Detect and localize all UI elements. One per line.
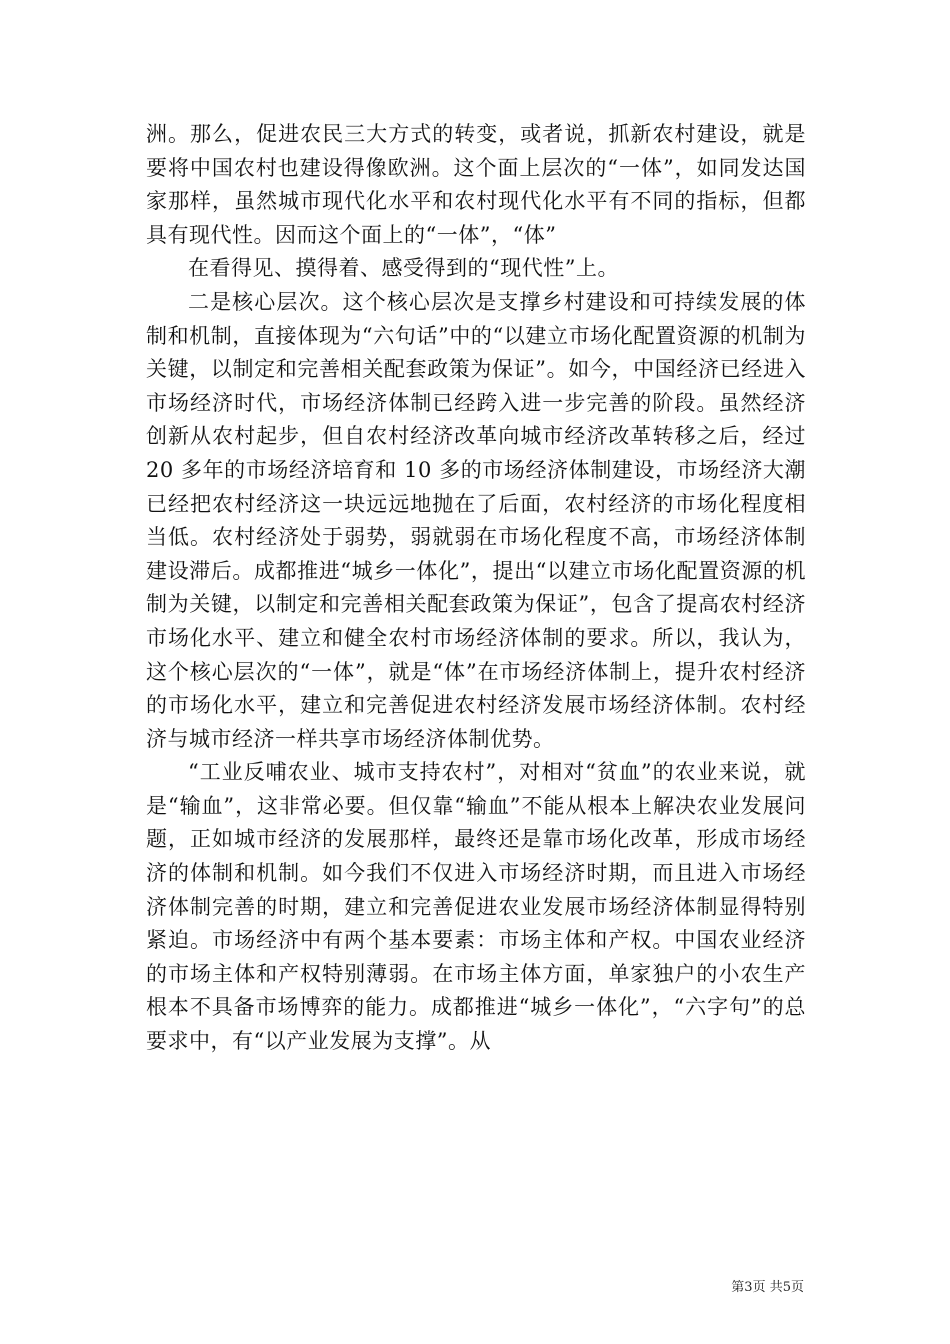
- footer-middle: 页 共: [752, 1280, 783, 1295]
- paragraph-4: “工业反哺农业、城市支持农村”，对相对“贫血”的农业来说，就是“输血”，这非常必要。但仅靠“输血”不能从根本上解决农业发展问题，正如城市经济的发展那样，最终还是靠市场化改革，形成市场经济的体制和机制。如今我们不仅进入市场经济时期，而且进入市场经济体制完善的时期，建立和完善促进农业发展市场经济体制显得特别紧迫。市场经济中有两个基本要素：市场主体和产权。中国农业经济的市场主体和产权特别薄弱。在市场主体方面，单家独户的小农生产根本不具备市场博弈的能力。成都推进“城乡一体化”，“六字句”的总要求中，有“以产业发展为支撑”。从: [146, 760, 806, 1054]
- document-body: [146, 118, 806, 1059]
- footer-current-page: 3: [744, 1280, 753, 1295]
- paragraph-2: 在看得见、摸得着、感受得到的“现代性”上。: [188, 256, 619, 281]
- paragraph-3: 二是核心层次。这个核心层次是支撑乡村建设和可持续发展的体制和机制，直接体现为“六句话”中的“以建立市场化配置资源的机制为关键，以制定和完善相关配套政策为保证”。如今，中国经济已经进入市场经济时代，市场经济体制已经跨入进一步完善的阶段。虽然经济创新从农村起步，但自农村经济改革向城市经济改革转移之后，经过 20 多年的市场经济培育和 10 多的市场经济体制建设，市场经济大潮已经把农村经济这一块远远地抛在了后面，农村经济的市场化程度相当低。农村经济处于弱势，弱就弱在市场化程度不高，市场经济体制建设滞后。成都推进“城乡一体化”，提出“以建立市场化配置资源的机制为关键，以制定和完善相关配套政策为保证”，包含了提高农村经济市场化水平、建立和健全农村市场经济体制的要求。所以，我认为，这个核心层次的“一体”，就是“体”在市场经济体制上，提升农村经济的市场化水平，建立和完善促进农村经济发展市场经济体制。农村经济与城市经济一样共享市场经济体制优势。: [146, 289, 806, 751]
- paragraph-1: 洲。那么，促进农民三大方式的转变，或者说，抓新农村建设，就是要将中国农村也建设得像欧洲。这个面上层次的“一体”，如同发达国家那样，虽然城市现代化水平和农村现代化水平有不同的指标，但都具有现代性。因而这个面上的“一体”，“体”: [146, 122, 806, 247]
- footer-suffix: 页: [790, 1280, 804, 1295]
- footer-total-pages: 5: [782, 1280, 791, 1295]
- footer-prefix: 第: [731, 1280, 745, 1295]
- page-number-footer: [731, 1276, 804, 1295]
